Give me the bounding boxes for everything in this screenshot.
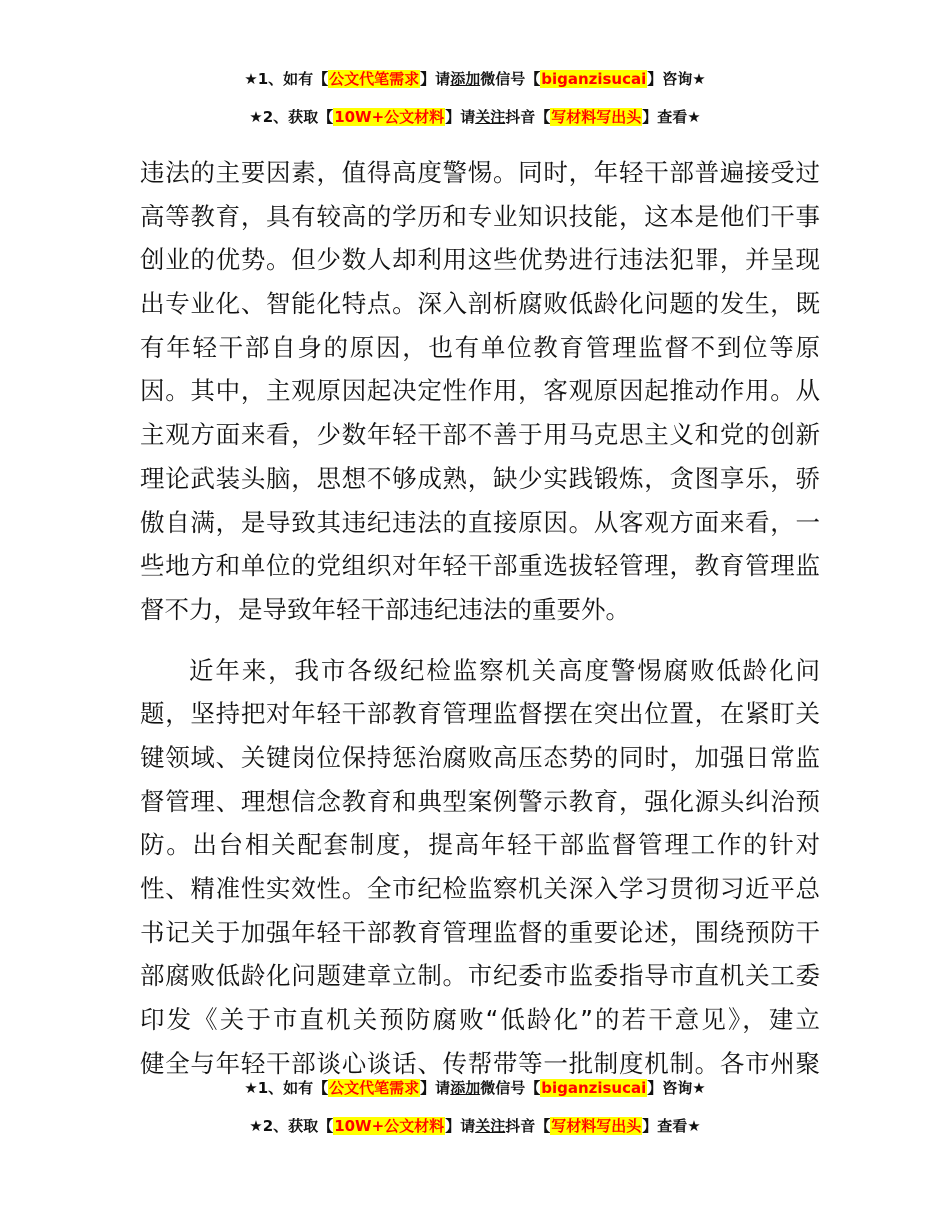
text-line: 些地方和单位的党组织对年轻干部重选拔轻管理，教育管理监 [140, 551, 820, 581]
header-line-1-mid: 】请 [420, 70, 451, 88]
text-line: 键领域、关键岗位保持惩治腐败高压态势的同时，加强日常监 [140, 742, 820, 772]
text-line: 创业的优势。但少数人却利用这些优势进行违法犯罪，并呈现 [140, 245, 820, 275]
header-line-1-mid2: 微信号【 [480, 70, 541, 88]
text-line: 性、精准性实效性。全市纪检监察机关深入学习贯彻习近平总 [140, 874, 820, 903]
text-line: 主观方面来看，少数年轻干部不善于用马克思主义和党的创新 [140, 420, 820, 450]
text-line: 健全与年轻干部谈心谈话、传帮带等一批制度机制。各市州聚 [140, 1048, 820, 1078]
text-line: 题，坚持把对年轻干部教育管理监督摆在突出位置，在紧盯关 [140, 699, 820, 729]
text-line: 防。出台相关配套制度，提高年轻干部监督管理工作的针对 [140, 830, 820, 860]
text-line: 书记关于加强年轻干部教育管理监督的重要论述，围绕预防干 [140, 917, 820, 947]
footer-line-2-mid2: 抖音【 [505, 1117, 551, 1135]
footer-line-1-suffix: 】咨询★ [647, 1079, 706, 1097]
text-line: 印发《关于市直机关预防腐败“低龄化”的若干意见》，建立 [140, 1005, 820, 1035]
footer-line-2-suffix: 】查看★ [642, 1117, 701, 1135]
text-line: 近年来，我市各级纪检监察机关高度警惕腐败低龄化问 [189, 655, 820, 685]
header-line-2-mid: 】请 [445, 108, 476, 126]
footer-line-2 [0, 1115, 950, 1137]
header-line-1-highlight-wechat: biganzisucai [541, 70, 647, 88]
header-line-1-suffix: 】咨询★ [647, 70, 706, 88]
header-line-1 [0, 68, 950, 90]
header-line-2 [0, 106, 950, 128]
header-line-2-suffix: 】查看★ [642, 108, 701, 126]
header-line-2-prefix: ★2、获取【 [249, 108, 334, 126]
footer-line-1-highlight-service: 公文代笔需求 [329, 1079, 420, 1097]
footer-line-1-underlined: 添加 [450, 1079, 481, 1097]
header-line-2-highlight-materials: 10W+公文材料 [334, 108, 445, 126]
footer-line-2-mid: 】请 [445, 1117, 476, 1135]
text-line: 出专业化、智能化特点。深入剖析腐败低龄化问题的发生，既 [140, 289, 820, 319]
text-line: 傲自满，是导致其违纪违法的直接原因。从客观方面来看，一 [140, 507, 820, 537]
paragraph-1 [140, 151, 820, 632]
text-line: 高等教育，具有较高的学历和专业知识技能，这本是他们干事 [140, 201, 820, 231]
text-line: 督不力，是导致年轻干部违纪违法的重要外。 [140, 594, 630, 624]
header-line-1-highlight-service: 公文代笔需求 [329, 70, 420, 88]
paragraph-2 [140, 649, 820, 1086]
footer-line-1-mid: 】请 [420, 1079, 451, 1097]
text-line: 违法的主要因素，值得高度警惕。同时，年轻干部普遍接受过 [140, 158, 820, 187]
footer-line-2-highlight-douyin: 写材料写出头 [551, 1117, 642, 1135]
footer-line-1 [0, 1077, 950, 1099]
header-line-2-underlined: 关注 [475, 108, 506, 126]
footer-line-1-highlight-wechat: biganzisucai [541, 1079, 647, 1097]
paragraph-gap [140, 632, 820, 649]
header-line-2-highlight-douyin: 写材料写出头 [551, 108, 642, 126]
header-line-1-prefix: ★1、如有【 [244, 70, 329, 88]
text-line: 理论武装头脑，思想不够成熟，缺少实践锻炼，贪图享乐，骄 [140, 463, 820, 493]
footer-line-1-mid2: 微信号【 [480, 1079, 541, 1097]
text-line: 督管理、理想信念教育和典型案例警示教育，强化源头纠治预 [140, 786, 820, 816]
document-body [140, 151, 820, 1085]
footer-line-2-prefix: ★2、获取【 [249, 1117, 334, 1135]
footer-line-2-highlight-materials: 10W+公文材料 [334, 1117, 445, 1135]
footer-line-1-prefix: ★1、如有【 [244, 1079, 329, 1097]
footer-line-2-underlined: 关注 [475, 1117, 506, 1135]
text-line: 有年轻干部自身的原因，也有单位教育管理监督不到位等原 [140, 332, 820, 362]
header-line-2-mid2: 抖音【 [505, 108, 551, 126]
header-line-1-underlined: 添加 [450, 70, 481, 88]
text-line: 因。其中，主观原因起决定性作用，客观原因起推动作用。从 [140, 376, 820, 406]
text-line: 部腐败低龄化问题建章立制。市纪委市监委指导市直机关工委 [140, 961, 820, 991]
